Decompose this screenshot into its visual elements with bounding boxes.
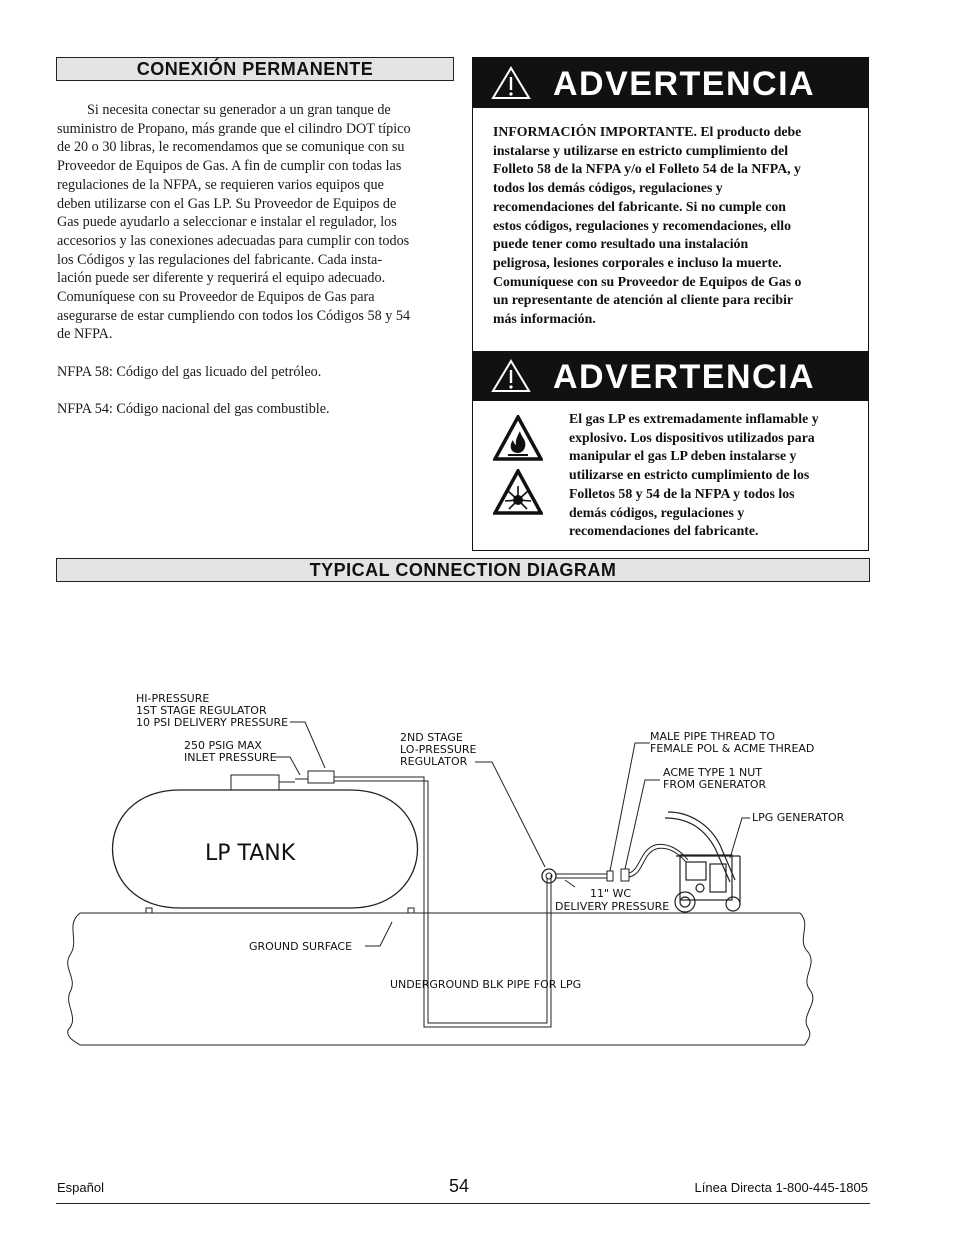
label-acme-2: FROM GENERATOR bbox=[663, 778, 767, 791]
label-wc-2: DELIVERY PRESSURE bbox=[555, 900, 670, 913]
second-stage-regulator bbox=[542, 869, 556, 883]
conexion-paragraph-line: lación puede ser diferente y requerirá el equipo adecuado. bbox=[57, 270, 386, 287]
conexion-paragraph-line: Gas puede ayudarlo a seleccionar e instalar el regulador, los bbox=[57, 214, 397, 231]
label-stage2-1: 2ND STAGE bbox=[400, 731, 463, 744]
warning1-text-line: instalarse y utilizarse en estricto cumplimiento del bbox=[493, 142, 789, 158]
warning1-text-line: Folleto 58 de la NFPA y/o el Folleto 54 de la NFPA, y bbox=[493, 161, 801, 177]
label-lpg-generator: LPG GENERATOR bbox=[752, 811, 845, 824]
nfpa54-line: NFPA 54: Código nacional del gas combustible. bbox=[57, 401, 330, 417]
warning2-text-line: demás códigos, regulaciones y bbox=[569, 504, 745, 520]
conexion-paragraph-line: Proveedor de Equipos de Gas. A fin de cumplir con todas las bbox=[57, 158, 402, 175]
label-inlet-2: INLET PRESSURE bbox=[184, 751, 277, 764]
lpg-generator bbox=[665, 812, 740, 912]
warning2-text-line: Folletos 58 y 54 de la NFPA y todos los bbox=[569, 485, 795, 501]
label-inlet-1: 250 PSIG MAX bbox=[184, 739, 262, 752]
warning1-text-line: puede tener como resultado una instalación bbox=[493, 236, 749, 252]
nfpa58-line: NFPA 58: Código del gas licuado del petróleo. bbox=[57, 364, 322, 380]
first-stage-regulator bbox=[308, 771, 334, 783]
warning1-text-line: más información. bbox=[493, 311, 596, 327]
conexion-paragraph-line: Si necesita conectar su generador a un gran tanque de bbox=[87, 102, 391, 118]
conexion-paragraph-line: asegurarse de estar cumpliendo con todos los Códigos 58 y 54 bbox=[57, 307, 411, 324]
section-header-diagram: TYPICAL CONNECTION DIAGRAM bbox=[56, 558, 870, 582]
label-lp-tank: LP TANK bbox=[205, 841, 296, 866]
warning1-text-line: Comuníquese con su Proveedor de Equipos de Gas o bbox=[493, 273, 802, 289]
warning2-text-line: explosivo. Los dispositivos utilizados para bbox=[569, 429, 815, 445]
conexion-paragraph-line: los Códigos y las regulaciones del fabricante. Cada insta- bbox=[57, 251, 383, 268]
footer-hotline: Línea Directa 1-800-445-1805 bbox=[694, 1180, 868, 1195]
warning2-text-line: El gas LP es extremadamente inflamable y bbox=[569, 411, 819, 426]
warning2-text-line: utilizarse en estricto cumplimiento de los bbox=[569, 467, 810, 483]
warning1-text-line: INFORMACIÓN IMPORTANTE. El producto debe bbox=[493, 124, 802, 139]
warning1-text-line: todos los demás códigos, regulaciones y bbox=[493, 180, 723, 196]
label-underground: UNDERGROUND BLK PIPE FOR LPG bbox=[390, 978, 582, 991]
warning1-title: ADVERTENCIA bbox=[553, 65, 816, 103]
warning1-text-line: un representante de atención al cliente para recibir bbox=[493, 292, 794, 308]
label-male-1: MALE PIPE THREAD TO bbox=[650, 730, 776, 743]
warning2-title: ADVERTENCIA bbox=[553, 358, 816, 396]
label-hi-pressure-1: HI-PRESSURE bbox=[136, 692, 210, 705]
warning2-text-line: manipular el gas LP deben instalarse y bbox=[569, 448, 797, 464]
label-wc-1: 11" WC bbox=[590, 887, 632, 900]
warning1-text-line: recomendaciones del fabricante. Si no cumple con bbox=[493, 198, 786, 214]
conexion-paragraph-line: de NFPA. bbox=[57, 326, 113, 343]
conexion-paragraph-line: deben utilizarse con el Gas LP. Su Proveedor de Equipos de bbox=[57, 195, 397, 212]
footer-divider bbox=[56, 1203, 870, 1204]
conexion-paragraph-line: de 20 o 30 libras, le recomendamos que se comunique con su bbox=[57, 139, 405, 156]
label-hi-pressure-3: 10 PSI DELIVERY PRESSURE bbox=[136, 716, 289, 729]
label-male-2: FEMALE POL & ACME THREAD bbox=[650, 742, 815, 755]
warning2-text-line: recomendaciones del fabricante. bbox=[569, 523, 759, 539]
label-hi-pressure-2: 1ST STAGE REGULATOR bbox=[136, 704, 267, 717]
label-acme-1: ACME TYPE 1 NUT bbox=[663, 766, 762, 779]
label-stage2-3: REGULATOR bbox=[400, 755, 468, 768]
conexion-paragraph-line: Comuníquese con su Proveedor de Equipos de Gas para bbox=[57, 289, 375, 306]
warning1-text-line: peligrosa, lesiones corporales e incluso la muerte. bbox=[493, 254, 782, 270]
label-ground: GROUND SURFACE bbox=[249, 940, 353, 953]
section-header-conexion: CONEXIÓN PERMANENTE bbox=[56, 57, 454, 81]
conexion-paragraph-line: accesorios y las conexiones adecuadas para cumplir con todos bbox=[57, 232, 410, 249]
footer-language: Español bbox=[57, 1180, 104, 1195]
page-number: 54 bbox=[449, 1176, 470, 1196]
warning1-text-line: estos códigos, regulaciones y recomendaciones, ello bbox=[493, 217, 792, 233]
conexion-paragraph-line: regulaciones de la NFPA, se requieren varios equipos que bbox=[57, 176, 384, 193]
conexion-paragraph-line: suministro de Propano, más grande que el cilindro DOT típico bbox=[57, 120, 411, 137]
label-stage2-2: LO-PRESSURE bbox=[400, 743, 477, 756]
